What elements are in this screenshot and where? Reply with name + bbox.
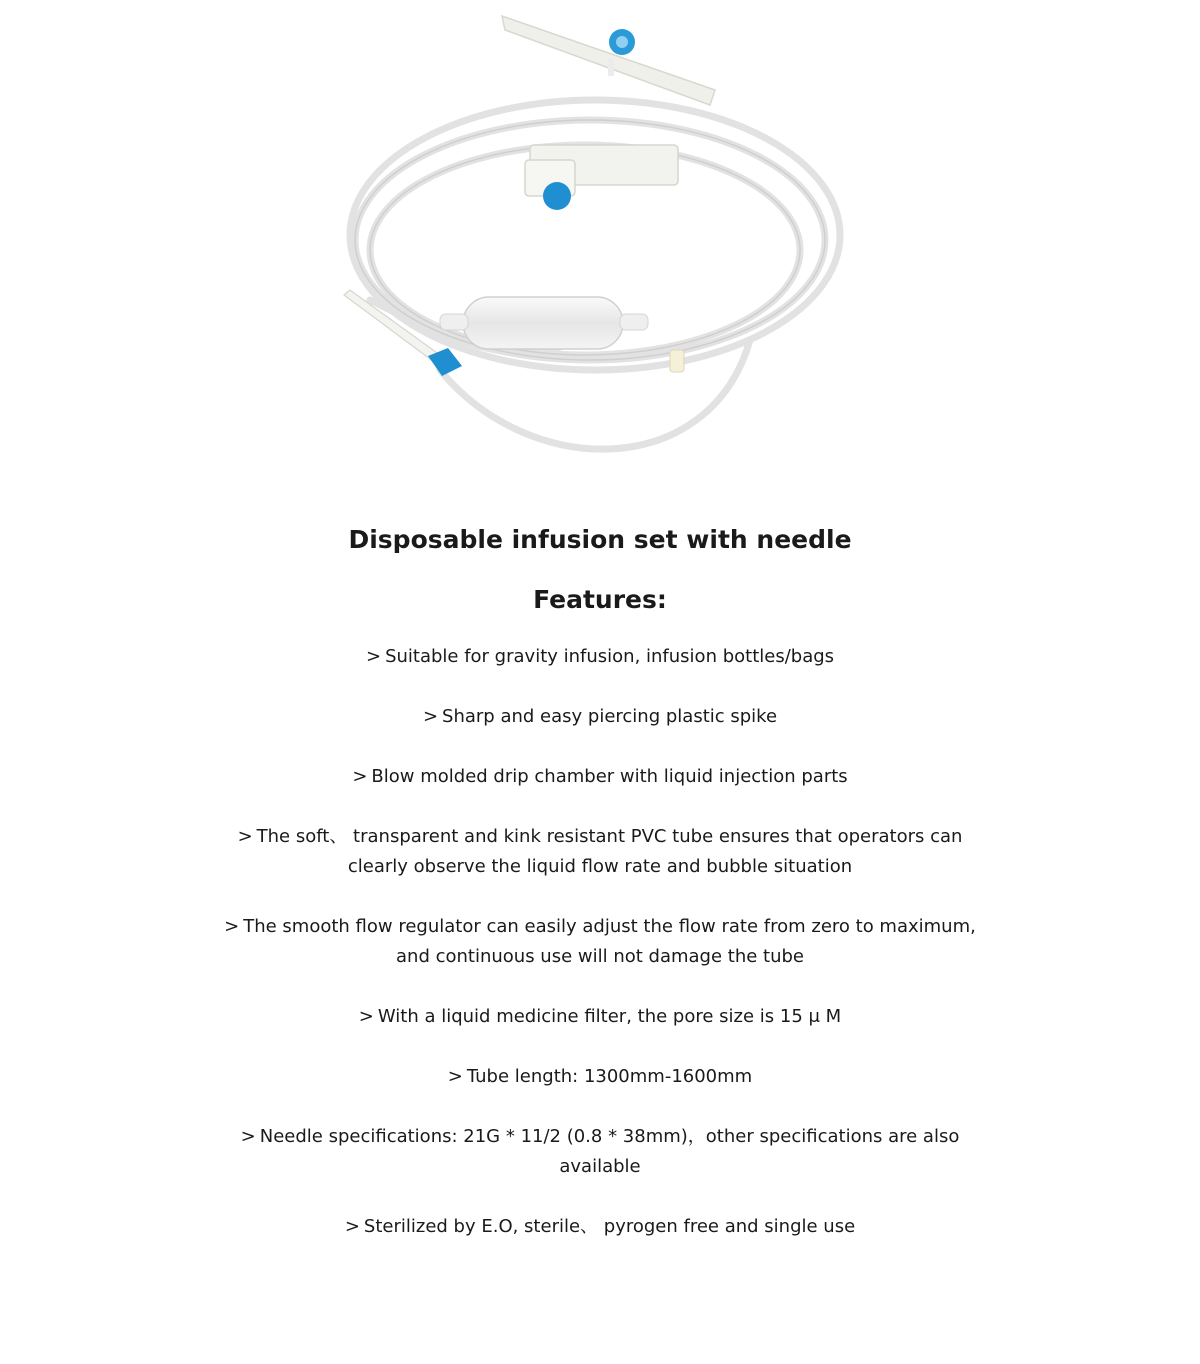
feature-text: Blow molded drip chamber with liquid injection parts — [371, 766, 848, 787]
feature-item — [200, 1002, 1000, 1032]
feature-text: The soft、 transparent and kink resistant PVC tube ensures that operators can clearly observe the liquid flow rate and bubble situation — [256, 826, 963, 877]
spike — [502, 16, 715, 105]
bullet-marker: > — [237, 826, 253, 847]
bullet-marker: > — [224, 916, 240, 937]
product-image — [330, 10, 850, 480]
page-title: Disposable infusion set with needle — [348, 525, 852, 554]
feature-text: Sharp and easy piercing plastic spike — [442, 706, 778, 727]
bullet-marker: > — [358, 1006, 374, 1027]
regulator-roller-icon — [543, 182, 571, 210]
feature-text: Needle specifications: 21G * 11/2 (0.8 * 38mm)，other specifications are also available — [259, 1126, 960, 1177]
feature-text: With a liquid medicine filter, the pore size is 15 μ M — [377, 1006, 842, 1027]
infusion-set-illustration — [330, 10, 850, 480]
feature-item — [200, 642, 1000, 672]
product-description — [200, 520, 1000, 1272]
feature-item — [200, 912, 1000, 972]
feature-text: The smooth flow regulator can easily adjust the flow rate from zero to maximum, and continuous use will not damage the tube — [243, 916, 976, 967]
feature-item — [200, 1062, 1000, 1092]
luer-connector — [670, 350, 684, 372]
feature-text: Suitable for gravity infusion, infusion bottles/bags — [385, 646, 835, 667]
feature-item — [200, 762, 1000, 792]
feature-item — [200, 1122, 1000, 1182]
feature-text: Sterilized by E.O, sterile、 pyrogen free and single use — [363, 1216, 856, 1237]
bullet-marker: > — [240, 1126, 256, 1147]
bullet-marker: > — [365, 646, 382, 667]
flow-regulator — [525, 145, 678, 210]
bullet-marker: > — [344, 1216, 360, 1237]
bullet-marker: > — [422, 706, 439, 727]
bullet-marker: > — [447, 1066, 463, 1087]
feature-item — [200, 1212, 1000, 1242]
feature-item — [200, 702, 1000, 732]
feature-list — [200, 642, 1000, 1242]
bullet-marker: > — [352, 766, 368, 787]
feature-text: Tube length: 1300mm-1600mm — [466, 1066, 753, 1087]
drip-chamber — [440, 297, 648, 349]
features-heading: Features: — [533, 585, 667, 614]
feature-item — [200, 822, 1000, 882]
